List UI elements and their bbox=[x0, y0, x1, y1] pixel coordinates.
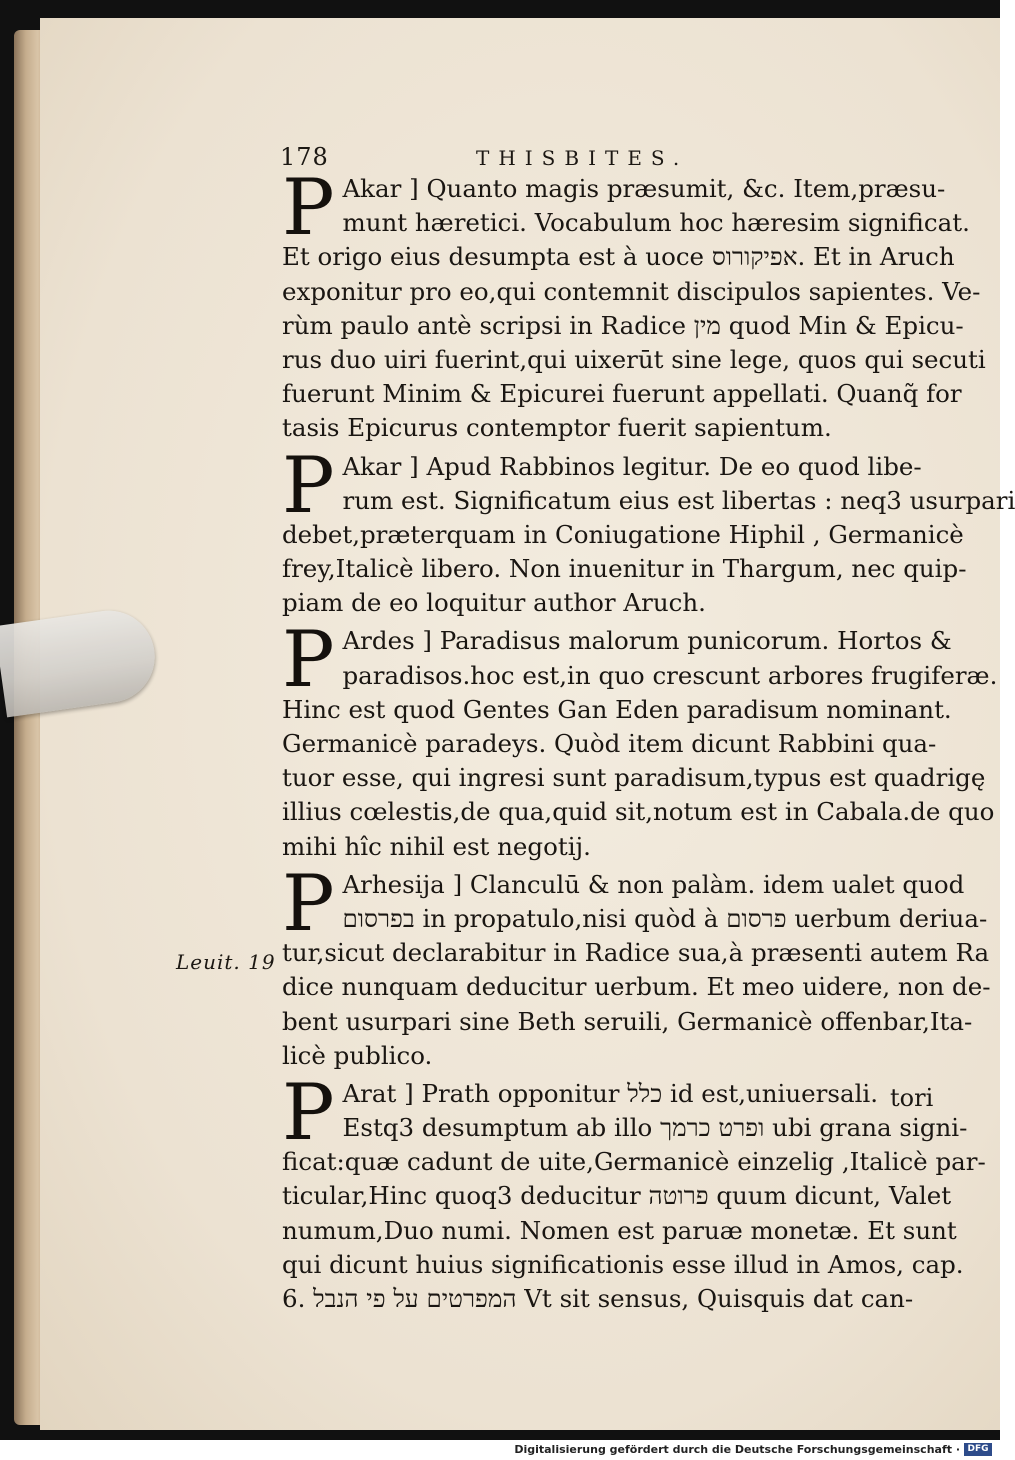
marginal-note: Leuit. 19 bbox=[176, 950, 276, 974]
drop-cap: P bbox=[282, 163, 335, 253]
running-title: THISBITES. bbox=[476, 146, 689, 170]
text-line: fuerunt Minim & Epicurei fuerunt appellati. Quanq̃ for bbox=[282, 379, 962, 409]
drop-cap: P bbox=[282, 440, 335, 531]
dictionary-entry bbox=[282, 1067, 986, 1316]
text-line: 6. המפרטים על פי הנבל Vt sit sensus, Quisquis dat can- bbox=[282, 1284, 914, 1313]
dictionary-entry bbox=[282, 440, 1015, 621]
text-line: paradisos.hoc est,in quo crescunt arbores frugiferæ. bbox=[342, 660, 998, 690]
footer-bar bbox=[0, 1440, 1000, 1460]
dictionary-entry bbox=[282, 163, 986, 446]
text-line: dice nunquam deducitur uerbum. Et meo uidere, non de- bbox=[282, 972, 991, 1002]
drop-cap: P bbox=[282, 858, 335, 949]
text-line: frey,Italicè libero. Non inuenitur in Thargum, nec quip- bbox=[282, 554, 967, 584]
text-line: debet,præterquam in Coniugatione Hiphil , Germanicè bbox=[282, 519, 964, 549]
text-line: rus duo uiri fuerint,qui uixerūt sine lege, quos qui secuti bbox=[282, 344, 986, 374]
dictionary-entry bbox=[282, 858, 991, 1073]
text-line: bent usurpari sine Beth seruili, Germanicè offenbar,Ita- bbox=[282, 1006, 973, 1036]
page-number: 178 bbox=[280, 143, 329, 171]
drop-cap: P bbox=[282, 1067, 335, 1158]
text-line: tasis Epicurus contemptor fuerit sapientum. bbox=[282, 413, 832, 443]
text-line: tur,sicut declarabitur in Radice sua,à præsenti autem Ra bbox=[282, 938, 990, 968]
text-line: Arhesija ] Clanculū & non palàm. idem ualet quod bbox=[342, 869, 965, 899]
drop-cap: P bbox=[282, 615, 335, 706]
dictionary-entry bbox=[282, 615, 998, 863]
text-line: Akar ] Quanto magis præsumit, &c. Item,præsu- bbox=[342, 174, 946, 203]
text-line: Estq3 desumptum ab illo ופרט כרמך ubi grana signi- bbox=[342, 1113, 968, 1143]
text-line: numum,Duo numi. Nomen est paruæ monetæ. Et sunt bbox=[282, 1215, 957, 1245]
text-line: mihi hîc nihil est negotij. bbox=[282, 831, 591, 861]
text-line: munt hæretici. Vocabulum hoc hæresim significat. bbox=[342, 208, 970, 238]
catchword: tori bbox=[890, 1084, 934, 1112]
dfg-logo: DFG bbox=[964, 1443, 992, 1456]
text-line: exponitur pro eo,qui contemnit discipulos sapientes. Ve- bbox=[282, 276, 981, 306]
text-line: ticular,Hinc quoq3 deducitur פרוטה quum dicunt, Valet bbox=[282, 1181, 952, 1211]
text-line: Arat ] Prath opponitur כלל id est,uniuersali. bbox=[342, 1078, 879, 1108]
text-block bbox=[282, 163, 1015, 1316]
text-line: Et origo eius desumpta est à uoce אפיקורוס. Et in Aruch bbox=[282, 242, 955, 272]
text-line: Germanicè paradeys. Quòd item dicunt Rabbini qua- bbox=[282, 729, 937, 758]
text-line: rum est. Significatum eius est libertas : neq3 usurpari bbox=[342, 485, 1015, 515]
text-line: piam de eo loquitur author Aruch. bbox=[282, 588, 706, 618]
text-line: qui dicunt huius significationis esse illud in Amos, cap. bbox=[282, 1249, 964, 1279]
text-line: Hinc est quod Gentes Gan Eden paradisum nominant. bbox=[282, 694, 952, 724]
text-line: Ardes ] Paradisus malorum punicorum. Hortos & bbox=[342, 626, 952, 656]
text-line: tuor esse, qui ingresi sunt paradisum,typus est quadrigę bbox=[282, 763, 986, 793]
text-line: ficat:quæ cadunt de uite,Germanicè einzelig ,Italicè par- bbox=[282, 1147, 986, 1177]
text-line: licè publico. bbox=[282, 1040, 433, 1070]
text-line: illius cœlestis,de qua,quid sit,notum est in Cabala.de quo bbox=[282, 797, 995, 827]
footer-credit: Digitalisierung gefördert durch die Deutsche Forschungsgemeinschaft · bbox=[514, 1443, 960, 1456]
text-line: בפרסום in propatulo,nisi quòd à פרסום uerbum deriua- bbox=[342, 903, 988, 933]
text-line: Akar ] Apud Rabbinos legitur. De eo quod libe- bbox=[342, 451, 922, 481]
text-line: rùm paulo antè scripsi in Radice מין quod Min & Epicu- bbox=[282, 310, 964, 340]
